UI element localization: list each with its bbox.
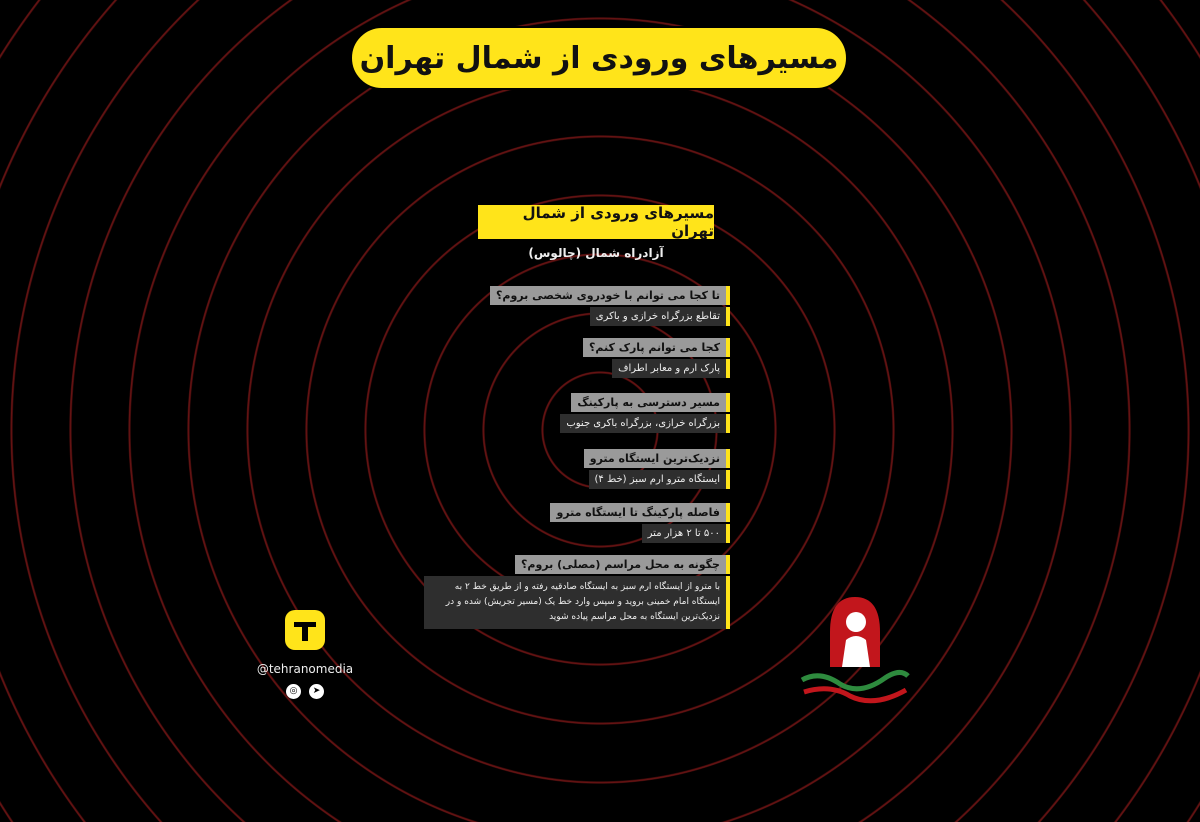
- tehrano-logo-icon: [285, 610, 325, 650]
- info-item: [424, 553, 730, 629]
- info-question: مسیر دسترسی به پارکینگ: [571, 393, 730, 412]
- info-question: تا کجا می توانم با خودروی شخصی بروم؟: [490, 286, 730, 305]
- info-item: [560, 391, 730, 433]
- info-answer: پارک ارم و معابر اطراف: [612, 359, 730, 378]
- info-item: [583, 336, 730, 378]
- instagram-icon[interactable]: ◎: [286, 684, 301, 699]
- social-handle[interactable]: @tehranomedia: [256, 662, 354, 676]
- telegram-icon[interactable]: ➤: [309, 684, 324, 699]
- info-question: فاصله پارکینگ تا ایستگاه مترو: [550, 503, 730, 522]
- page-title: مسیرهای ورودی از شمال تهران: [350, 26, 848, 90]
- card-title: مسیرهای ورودی از شمال تهران: [478, 205, 714, 239]
- card-subtitle: آزادراه شمال (چالوس): [528, 246, 664, 260]
- tehrano-logo: [250, 610, 360, 699]
- info-answer: ایستگاه مترو ارم سبز (خط ۴): [589, 470, 731, 489]
- info-item: [490, 284, 730, 326]
- agha-shahid-iran-logo: [790, 592, 920, 722]
- info-answer: تقاطع بزرگراه خرازی و باکری: [590, 307, 730, 326]
- agha-shahid-iran-logo-icon: [790, 592, 920, 722]
- info-item: [584, 447, 730, 489]
- info-answer: بزرگراه خرازی، بزرگراه باکری جنوب: [560, 414, 730, 433]
- info-question: نزدیک‌ترین ایستگاه مترو: [584, 449, 730, 468]
- social-icons: [250, 684, 360, 699]
- info-item: [550, 501, 730, 543]
- info-answer: با مترو از ایستگاه ارم سبز به ایستگاه صادقیه رفته و از طریق خط ۲ به ایستگاه امام خمینی بروید و سپس وارد خط یک (مسیر تجریش) شده و در نزدیک‌ترین ایستگاه به محل مراسم پیاده شوید: [424, 576, 730, 629]
- info-question: کجا می توانم پارک کنم؟: [583, 338, 730, 357]
- info-question: چگونه به محل مراسم (مصلی) بروم؟: [515, 555, 730, 574]
- info-answer: ۵۰۰ تا ۲ هزار متر: [642, 524, 730, 543]
